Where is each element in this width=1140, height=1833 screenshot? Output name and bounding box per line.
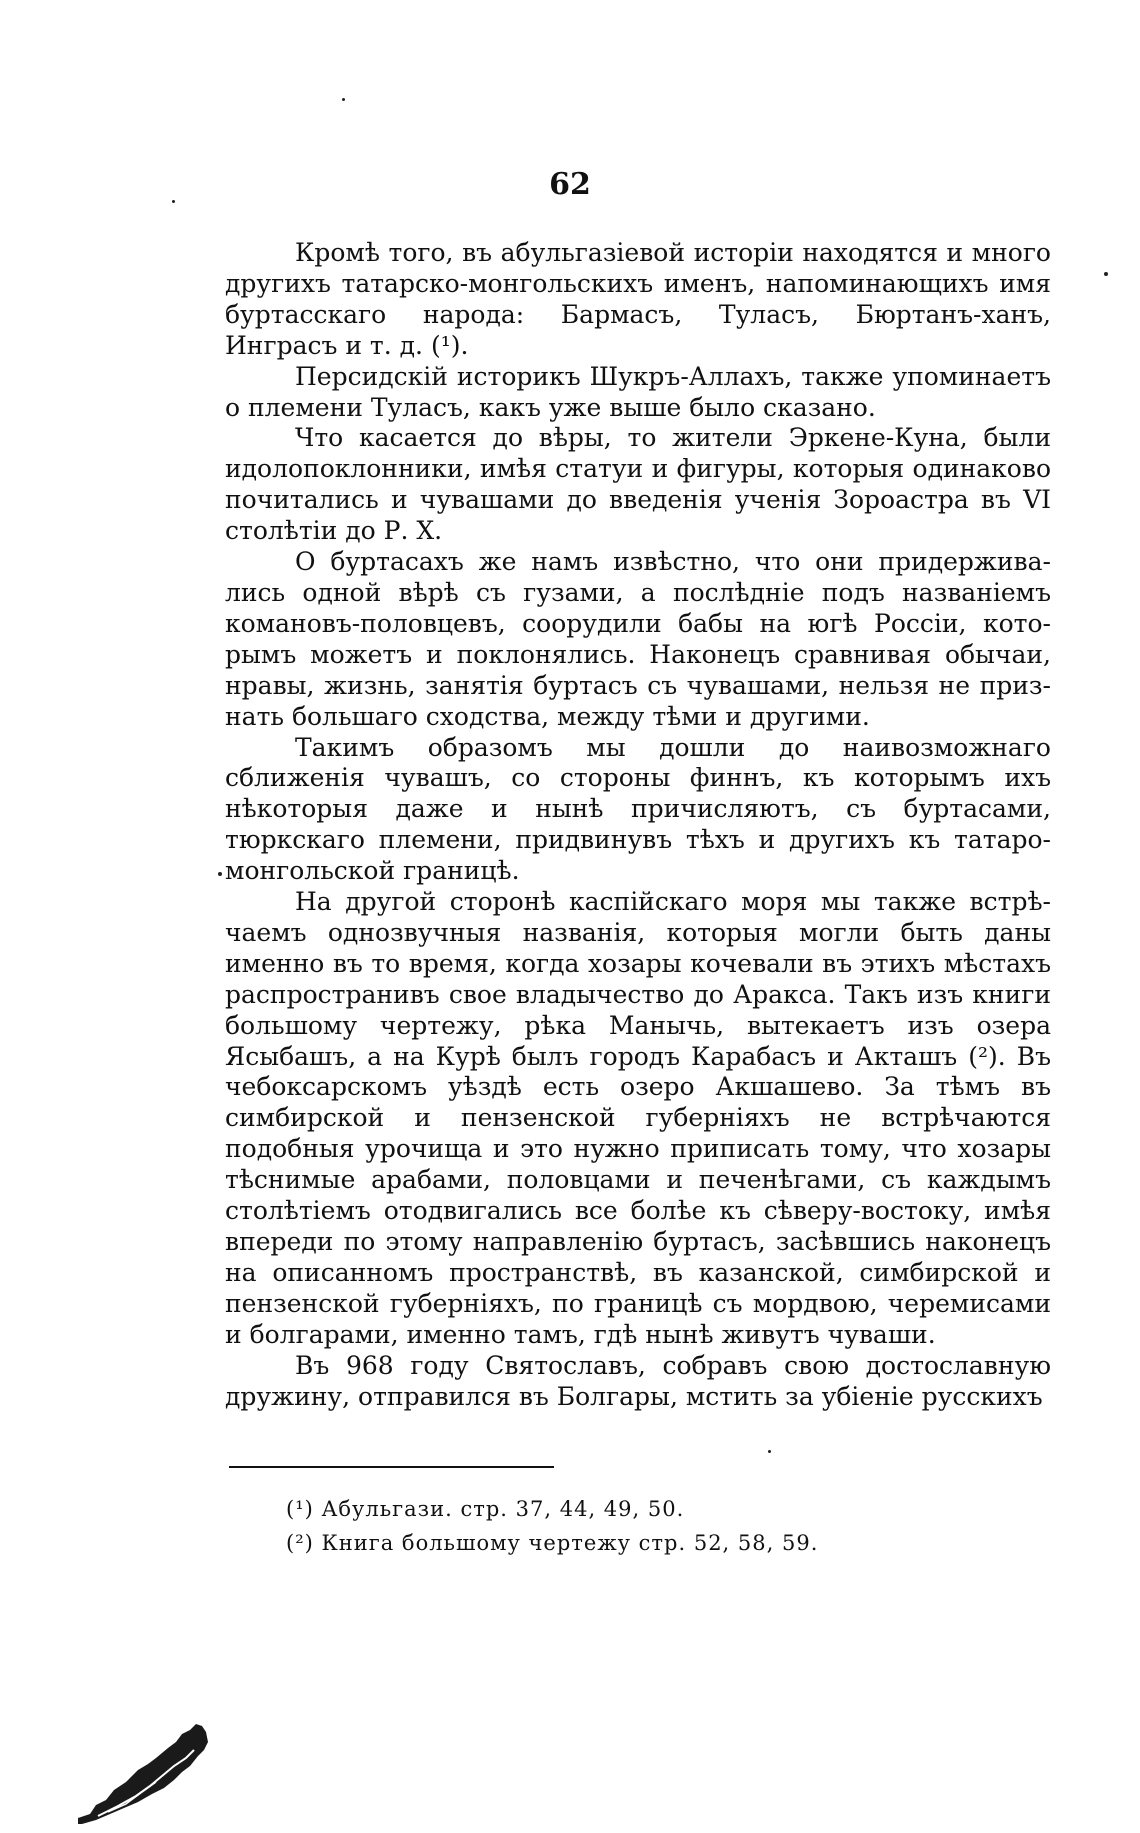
footnote: (¹) Абульгази. стр. 37, 44, 49, 50. — [286, 1497, 685, 1521]
paragraph: Персидскій историкъ Шукръ-Аллахъ, также упоминаетъ о племени Туласъ, какъ уже выше было сказано. — [225, 361, 1051, 422]
paragraph: На другой сторонѣ каспійскаго моря мы также встрѣчаемъ однозвучныя названія, которыя могли быть даны именно въ то время, когда хозары кочевали въ этихъ мѣстахъ распространивъ свое владычество до Аракса. Такъ изъ книги большому чертежу, рѣка Манычь, вытекаетъ изъ озера Ясыбашъ, а на Курѣ былъ городъ Карабасъ и Акташъ (²). Въ чебоксарскомъ уѣздѣ есть озеро Акшашево. За тѣмъ въ симбирской и пензенской губерніяхъ не встрѣчаются подобныя урочища и это нужно приписать тому, что хозары тѣснимые арабами, половцами и печенѣгами, съ каждымъ столѣтіемъ отодвигались все болѣе къ сѣверу-востоку, имѣя впереди по этому направленію буртасъ, засѣвшись наконецъ на описанномъ пространствѣ, въ казанской, симбирской и пензенской губерніяхъ, по границѣ съ мордвою, черемисами и болгарами, именно тамъ, гдѣ нынѣ живутъ чуваши. — [225, 887, 1051, 1349]
footnote: (²) Книга большому чертежу стр. 52, 58, 59. — [286, 1531, 819, 1555]
footnote-separator — [229, 1466, 554, 1468]
footnotes — [286, 1492, 986, 1560]
paragraph: Такимъ образомъ мы дошли до наивозможнаго сближенія чувашъ, со стороны финнъ, къ которымъ ихъ нѣкоторыя даже и нынѣ причисляютъ, съ буртасами, тюркскаго племени, придвинувъ тѣхъ и другихъ къ татаро-монгольской границѣ. — [225, 732, 1051, 886]
paragraph: Что касается до вѣры, то жители Эркене-Куна, были идолопоклонники, имѣя статуи и фигуры, которыя одинаково почитались и чувашами до введенія ученія Зороастра въ VI столѣтіи до Р. Х. — [225, 423, 1051, 546]
scan-speck — [342, 98, 345, 101]
scan-speck — [172, 200, 175, 203]
paragraph: О буртасахъ же намъ извѣстно, что они придерживались одной вѣрѣ съ гузами, а послѣдніе подъ названіемъ комановъ-половцевъ, соорудили бабы на югѣ Россіи, которымъ можетъ и поклонялись. Наконецъ сравнивая обычаи, нравы, жизнь, занятія буртасъ съ чувашами, нельзя не признать большаго сходства, между тѣми и другими. — [225, 547, 1051, 731]
scan-speck — [1104, 272, 1108, 276]
paragraph: Кромѣ того, въ абульгазіевой исторіи находятся и много другихъ татарско-монгольскихъ именъ, напоминающихъ имя буртасскаго народа: Бармасъ, Туласъ, Бюртанъ-ханъ, Инграсъ и т. д. (¹). — [225, 238, 1051, 360]
body-text — [225, 238, 1051, 1412]
page-number: 62 — [549, 167, 591, 202]
scan-speck — [218, 872, 222, 876]
library-stamp-fragment — [78, 1720, 218, 1825]
scan-speck — [768, 1450, 771, 1453]
paragraph: Въ 968 году Святославъ, собравъ свою достославную дружину, отправился въ Болгары, мстить за убіеніе русскихъ — [225, 1350, 1051, 1411]
